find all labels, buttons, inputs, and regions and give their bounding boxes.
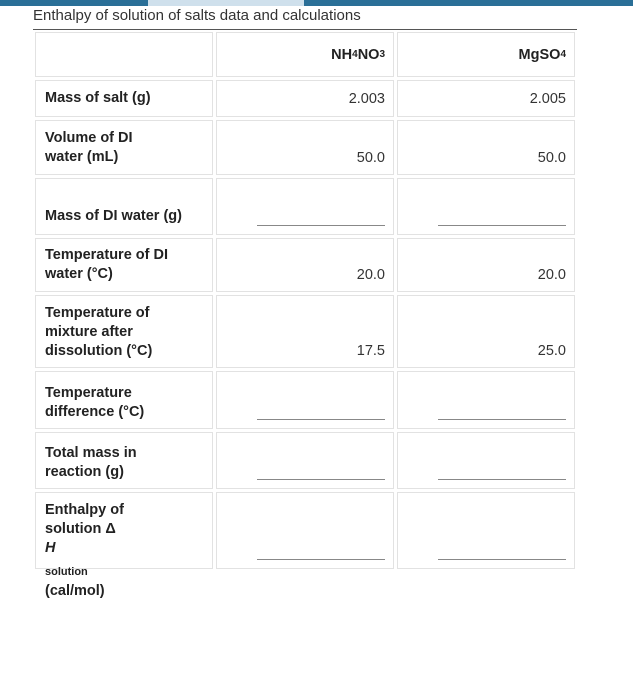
table-caption: Enthalpy of solution of salts data and calculations [33,7,361,24]
row-value-cell[interactable] [397,492,575,569]
answer-blank-salt2[interactable] [438,419,566,420]
row-label: Volume of DI water (mL) [45,130,133,165]
value-salt1: 17.5 [356,343,385,359]
row-value-cell [397,238,575,292]
row-label-cell [35,492,213,599]
row-value-cell[interactable] [397,371,575,429]
value-salt2: 20.0 [537,267,566,283]
answer-blank-salt1[interactable] [257,559,385,560]
row-value-cell [397,80,575,117]
row-value-cell [397,120,575,175]
header-salt1-cell [216,32,394,77]
row-value-cell [216,120,394,175]
row-label-cell [35,120,213,175]
caption-underline [33,29,577,30]
table-row [35,492,575,599]
row-label-cell [35,178,213,235]
header-salt2: MgSO 4 [518,46,566,63]
row-label-cell [35,432,213,489]
value-salt2: 50.0 [537,150,566,166]
value-salt2: 2.005 [529,90,566,107]
row-label: Mass of salt (g) [45,90,151,106]
table-row [35,371,575,429]
value-salt1: 50.0 [356,150,385,166]
table-header-row [35,32,575,77]
table-row [35,120,575,175]
row-label-cell [35,371,213,429]
answer-blank-salt2[interactable] [438,225,566,226]
row-label-cell [35,80,213,117]
row-label-cell [35,238,213,292]
row-value-cell[interactable] [216,178,394,235]
header-empty-cell [35,32,213,77]
header-salt1: NH 4 NO 3 [331,46,385,63]
row-value-cell [216,238,394,292]
row-value-cell[interactable] [216,432,394,489]
row-value-cell[interactable] [216,492,394,569]
row-label: Total mass in reaction (g) [45,445,137,480]
header-salt2-cell [397,32,575,77]
answer-blank-salt1[interactable] [257,225,385,226]
row-value-cell[interactable] [397,432,575,489]
row-label: Enthalpy of solution Δ H $_{solution}$ (cal/mol) [45,502,124,599]
table-row [35,432,575,489]
row-value-cell [397,295,575,368]
answer-blank-salt1[interactable] [257,419,385,420]
table-row [35,80,575,117]
answer-blank-salt1[interactable] [257,479,385,480]
table-row [35,178,575,235]
answer-blank-salt2[interactable] [438,479,566,480]
row-value-cell [216,80,394,117]
row-label-cell [35,295,213,368]
row-label: Temperature difference (°C) [45,385,145,420]
table-row [35,238,575,292]
row-label: Temperature of DI water (°C) [45,247,169,282]
table-row [35,295,575,368]
value-salt1: 2.003 [348,90,385,107]
value-salt2: 25.0 [537,343,566,359]
value-salt1: 20.0 [356,267,385,283]
row-value-cell [216,295,394,368]
row-value-cell[interactable] [216,371,394,429]
answer-blank-salt2[interactable] [438,559,566,560]
row-label: Mass of DI water (g) [45,208,182,224]
row-value-cell[interactable] [397,178,575,235]
row-label: Temperature of mixture after dissolution (°C) [45,305,153,359]
